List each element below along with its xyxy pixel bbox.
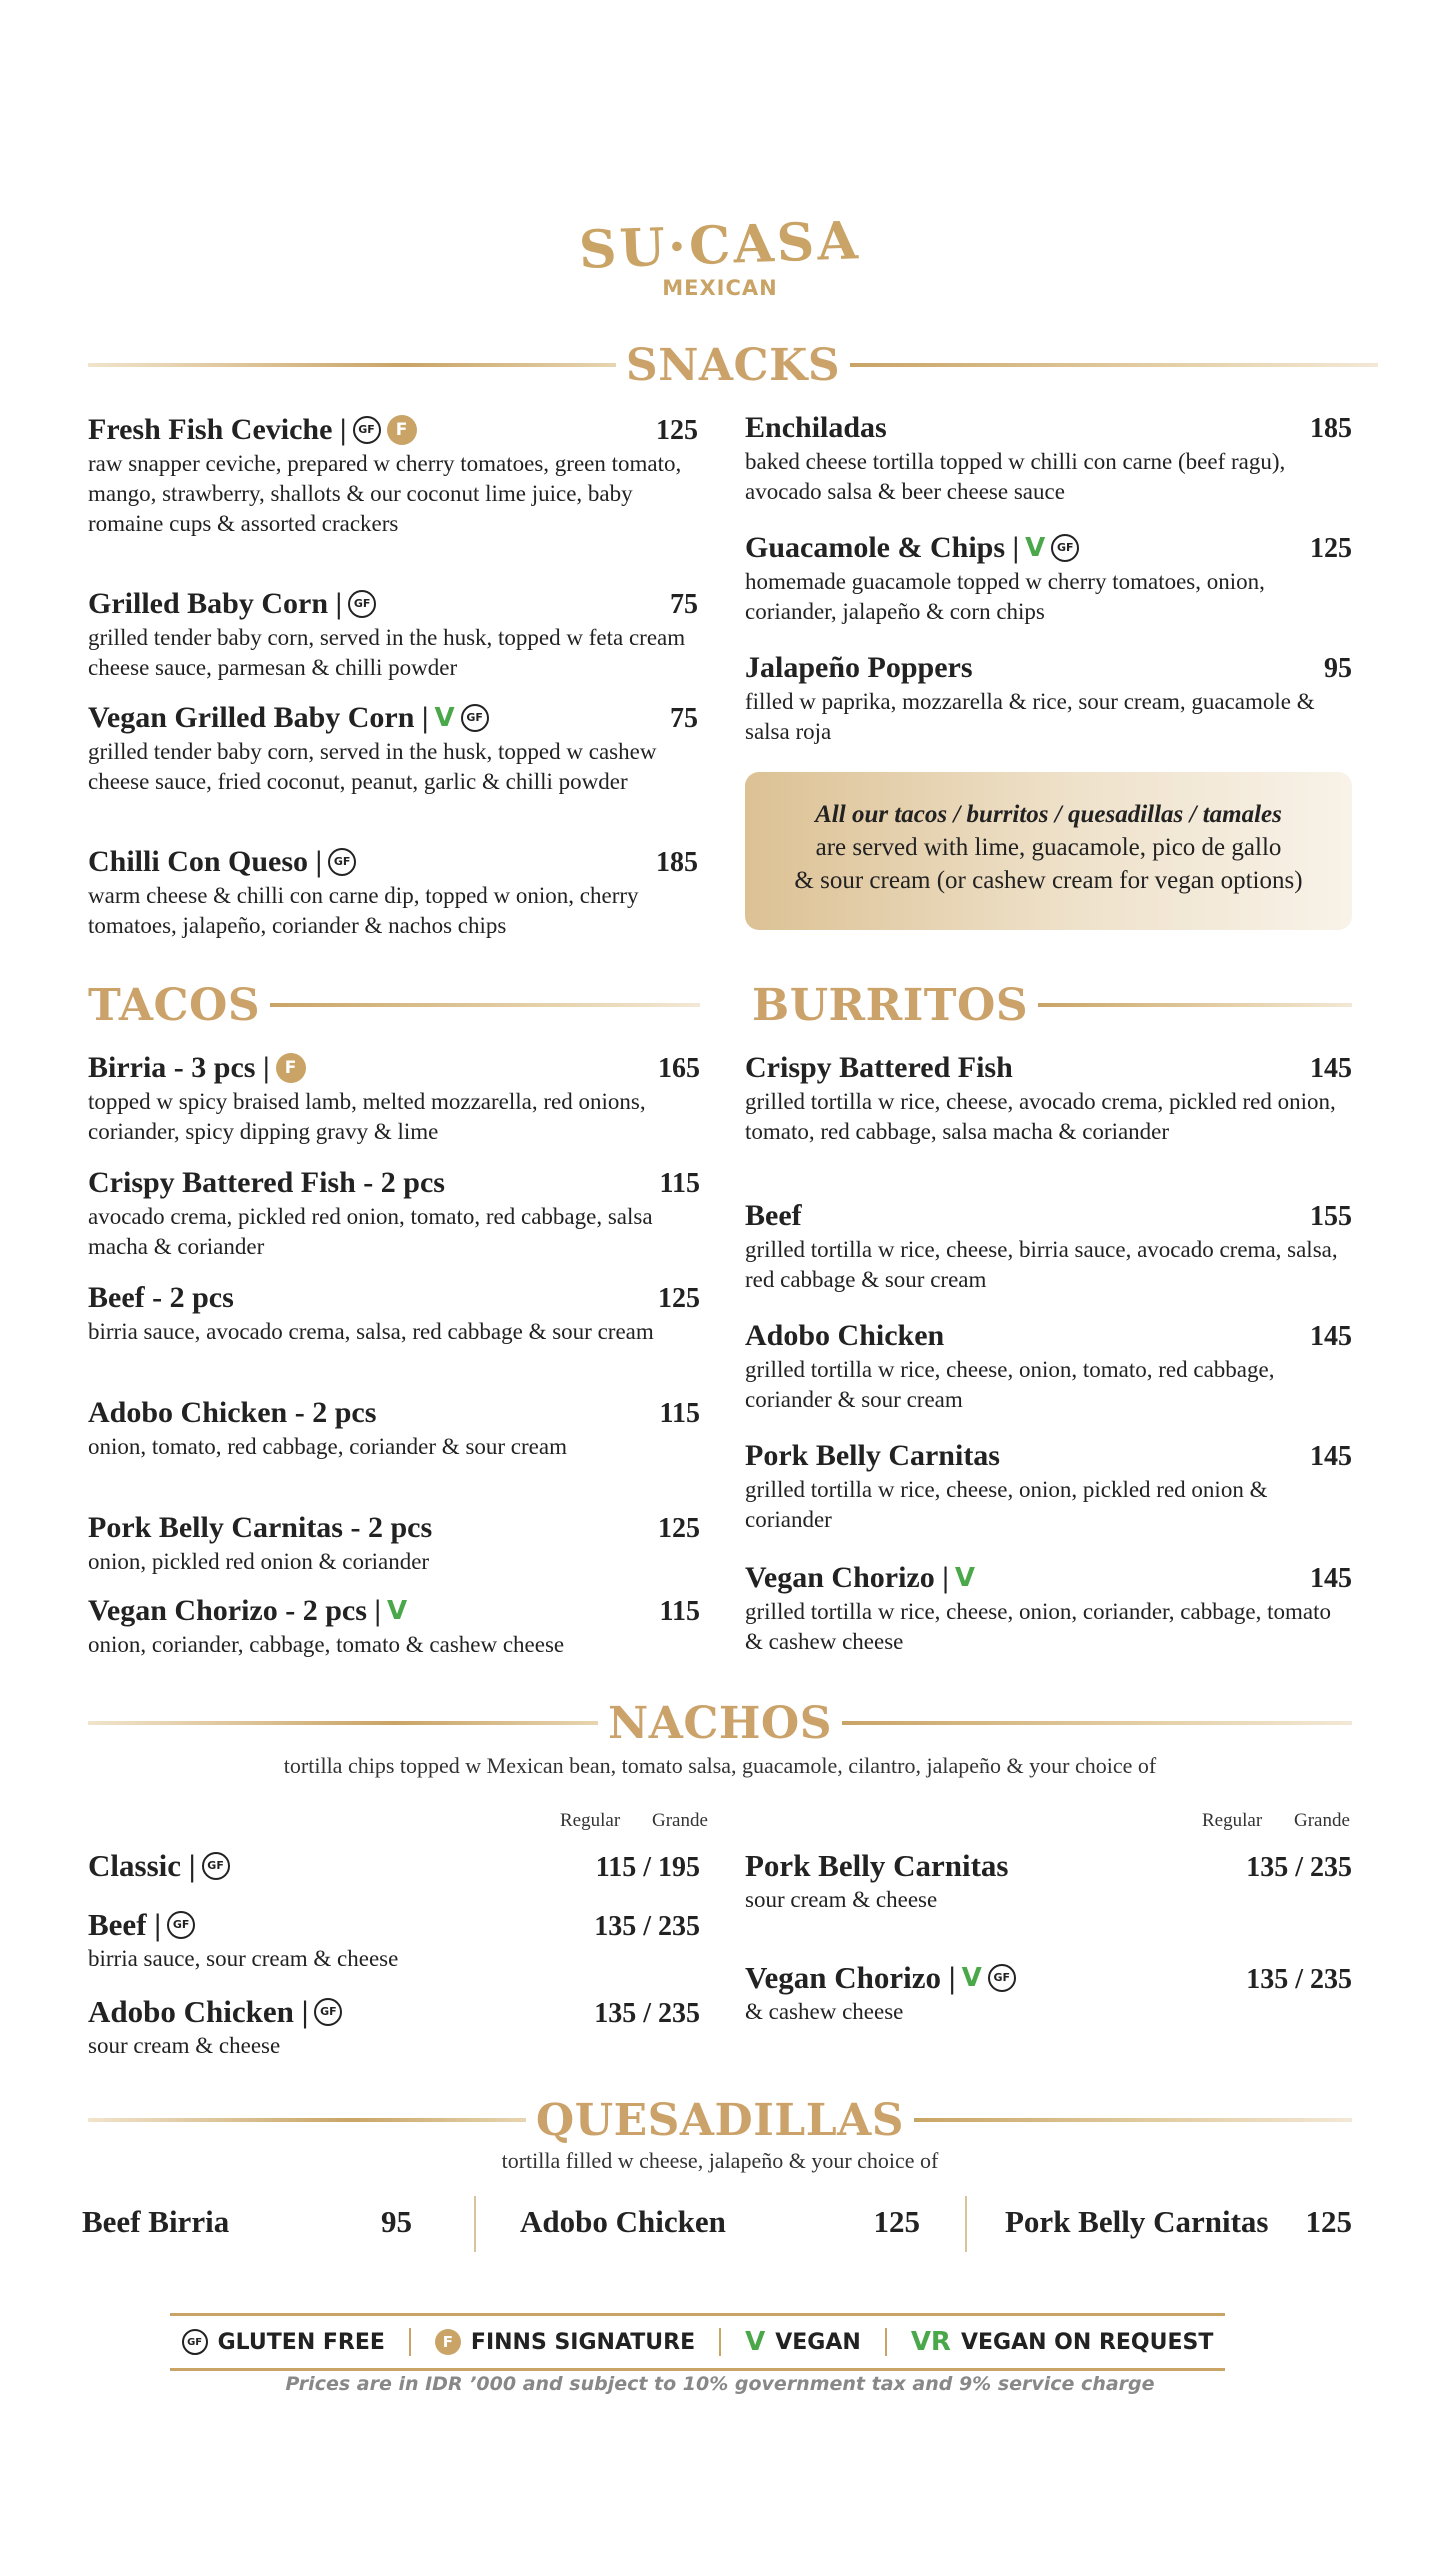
note-line-3: & sour cream (or cashew cream for vegan options): [794, 867, 1303, 894]
item-price: 95: [381, 2204, 412, 2239]
gluten-free-icon: GF: [182, 2329, 208, 2355]
menu-item: [745, 1438, 1352, 1535]
item-price: 75: [670, 589, 698, 620]
item-price: 185: [1310, 413, 1352, 444]
item-desc: & cashew cheese: [745, 1999, 904, 2024]
gluten-free-icon: GF: [167, 1911, 195, 1939]
item-name: Pork Belly Carnitas: [1005, 2204, 1269, 2239]
item-price: 115: [659, 1168, 700, 1199]
item-name: Beef Birria: [82, 2204, 230, 2239]
section-quesadillas: [88, 2092, 1352, 2148]
menu-item: [88, 1395, 700, 1462]
gluten-free-icon: GF: [353, 416, 381, 444]
finns-signature-icon: F: [387, 415, 417, 445]
col-header-regular: Regular: [1202, 1810, 1263, 1831]
divider: [965, 2196, 967, 2252]
item-price: 75: [670, 703, 698, 734]
item-desc: homemade guacamole topped w cherry tomatoes, onion, coriander, jalapeño & corn chips: [745, 569, 1265, 624]
item-desc: baked cheese tortilla topped w chilli con carne (beef ragu), avocado salsa & beer cheese sauce: [745, 449, 1286, 504]
finns-signature-icon: F: [276, 1053, 306, 1083]
price-footnote: Prices are in IDR ’000 and subject to 10% government tax and 9% service charge: [285, 2373, 1155, 2395]
vegan-icon: V: [954, 1563, 975, 1593]
vegan-icon: V: [745, 2327, 766, 2357]
menu-item: [88, 700, 698, 797]
quesadilla-item: [520, 2200, 920, 2244]
item-name: Beef |: [88, 1907, 162, 1942]
item-name: Grilled Baby Corn |: [88, 587, 343, 620]
quesadilla-item: [1005, 2200, 1352, 2244]
serving-note: [745, 772, 1352, 930]
item-name: Chilli Con Queso |: [88, 845, 323, 878]
divider: [474, 2196, 476, 2252]
menu-item: [88, 844, 698, 941]
item-desc: sour cream & cheese: [745, 1887, 938, 1912]
item-name: Crispy Battered Fish - 2 pcs: [88, 1166, 445, 1199]
item-price: 125: [656, 415, 698, 446]
menu-item: [88, 586, 698, 683]
item-name: Vegan Chorizo |: [745, 1561, 949, 1594]
menu-item: [88, 1907, 700, 1974]
item-price: 95: [1324, 653, 1352, 684]
item-desc: grilled tender baby corn, served in the husk, topped w cashew cheese sauce, fried coconut, peanut, garlic & chilli powder: [88, 739, 657, 794]
gluten-free-icon: GF: [1051, 534, 1079, 562]
note-line-2: are served with lime, guacamole, pico de gallo: [815, 834, 1282, 861]
item-name: Guacamole & Chips |: [745, 531, 1020, 564]
legend-vegan: [745, 2327, 861, 2357]
section-title-burritos: BURRITOS: [752, 979, 1029, 1031]
logo-brand: SU·CASA: [578, 210, 862, 281]
gluten-free-icon: GF: [328, 848, 356, 876]
vegan-icon: V: [387, 1596, 408, 1626]
item-desc: birria sauce, sour cream & cheese: [88, 1946, 399, 1971]
item-desc: onion, pickled red onion & coriander: [88, 1549, 430, 1574]
item-name: Jalapeño Poppers: [745, 651, 973, 684]
item-desc: birria sauce, avocado crema, salsa, red cabbage & sour cream: [88, 1319, 654, 1344]
menu-item: [745, 1960, 1352, 2027]
item-desc: avocado crema, pickled red onion, tomato, red cabbage, salsa macha & coriander: [88, 1204, 653, 1259]
gluten-free-icon: GF: [348, 590, 376, 618]
item-desc: grilled tortilla w rice, cheese, onion, pickled red onion & coriander: [745, 1477, 1268, 1532]
gluten-free-icon: GF: [314, 1998, 342, 2026]
item-desc: onion, coriander, cabbage, tomato & cashew cheese: [88, 1632, 565, 1657]
menu-item: [745, 410, 1352, 507]
legend-finns-signature: [435, 2329, 695, 2355]
legend-label: FINNS SIGNATURE: [470, 2329, 696, 2355]
legend-gluten-free: [182, 2329, 385, 2355]
menu-item: [745, 650, 1352, 747]
item-desc: topped w spicy braised lamb, melted mozzarella, red onions, coriander, spicy dipping gravy & lime: [88, 1089, 646, 1144]
section-title-quesadillas: QUESADILLAS: [535, 2094, 905, 2146]
legend-label: VEGAN: [775, 2329, 861, 2355]
legend-label: GLUTEN FREE: [217, 2329, 385, 2355]
nachos-subtitle: tortilla chips topped w Mexican bean, tomato salsa, guacamole, cilantro, jalapeño & your choice of: [283, 1753, 1157, 1778]
item-name: Pork Belly Carnitas: [745, 1848, 1009, 1883]
item-price: 135 / 235: [1246, 1964, 1352, 1995]
col-header-grande: Grande: [1294, 1810, 1350, 1831]
item-price: 125: [658, 1513, 700, 1544]
item-name: Classic |: [88, 1848, 196, 1883]
vegan-icon: V: [434, 703, 455, 733]
menu-item: [745, 1318, 1352, 1415]
menu-item: [88, 1848, 700, 1884]
item-price: 125: [1305, 2204, 1352, 2239]
legend: [170, 2313, 1225, 2371]
section-title-snacks: SNACKS: [625, 339, 841, 391]
gluten-free-icon: GF: [988, 1964, 1016, 1992]
menu-item: [88, 412, 698, 539]
item-price: 165: [658, 1053, 700, 1084]
item-desc: grilled tender baby corn, served in the husk, topped w feta cream cheese sauce, parmesan & chilli powder: [88, 625, 686, 680]
quesadilla-item: [82, 2200, 412, 2244]
item-price: 135 / 235: [594, 1998, 700, 2029]
item-price: 135 / 235: [594, 1911, 700, 1942]
item-name: Beef - 2 pcs: [88, 1281, 234, 1314]
item-desc: sour cream & cheese: [88, 2033, 281, 2058]
menu-item: [745, 1560, 1352, 1657]
section-tacos: [88, 975, 700, 1035]
finns-signature-icon: F: [435, 2329, 461, 2355]
section-title-nachos: NACHOS: [607, 1697, 833, 1749]
item-name: Pork Belly Carnitas: [745, 1439, 1000, 1472]
menu-item: [88, 1280, 700, 1347]
logo-sub: MEXICAN: [662, 276, 778, 300]
item-desc: grilled tortilla w rice, cheese, birria sauce, avocado crema, salsa, red cabbage & sour cream: [745, 1237, 1338, 1292]
item-desc: grilled tortilla w rice, cheese, onion, coriander, cabbage, tomato & cashew cheese: [745, 1599, 1331, 1654]
item-desc: grilled tortilla w rice, cheese, onion, tomato, red cabbage, coriander & sour cream: [745, 1357, 1275, 1412]
item-price: 115 / 195: [595, 1852, 700, 1883]
section-burritos: [752, 975, 1352, 1035]
legend-vegan-on-request: [911, 2327, 1214, 2357]
section-nachos: [88, 1695, 1352, 1751]
menu-item: [745, 1050, 1352, 1147]
item-desc: warm cheese & chilli con carne dip, topped w onion, cherry tomatoes, jalapeño, coriander & nachos chips: [88, 883, 639, 938]
vegan-icon: V: [1025, 533, 1046, 563]
col-header-regular: Regular: [560, 1810, 621, 1831]
vegan-on-request-icon: VR: [910, 2327, 951, 2357]
menu-item: [88, 1593, 700, 1660]
item-desc: onion, tomato, red cabbage, coriander & sour cream: [88, 1434, 567, 1459]
gluten-free-icon: GF: [461, 704, 489, 732]
item-name: Pork Belly Carnitas - 2 pcs: [88, 1511, 433, 1544]
item-price: 125: [873, 2204, 920, 2239]
item-price: 115: [659, 1398, 700, 1429]
legend-label: VEGAN ON REQUEST: [960, 2329, 1214, 2355]
item-name: Vegan Chorizo - 2 pcs |: [88, 1594, 381, 1627]
logo: [0, 210, 1440, 300]
section-snacks: [88, 335, 1378, 395]
menu-item: [745, 1848, 1352, 1915]
item-name: Adobo Chicken - 2 pcs: [88, 1396, 377, 1429]
item-name: Adobo Chicken |: [88, 1994, 309, 2029]
item-name: Adobo Chicken: [745, 1319, 945, 1352]
menu-item: [745, 530, 1352, 627]
item-price: 125: [658, 1283, 700, 1314]
menu-item: [88, 1994, 700, 2061]
item-price: 135 / 235: [1246, 1852, 1352, 1883]
legend-separator: [719, 2328, 721, 2356]
menu-item: [88, 1050, 700, 1147]
item-name: Fresh Fish Ceviche |: [88, 413, 347, 446]
item-name: Vegan Chorizo |: [745, 1960, 956, 1995]
note-line-1: All our tacos / burritos / quesadillas / tamales: [815, 801, 1282, 828]
item-name: Vegan Grilled Baby Corn |: [88, 701, 429, 734]
gluten-free-icon: GF: [202, 1852, 230, 1880]
vegan-icon: V: [961, 1963, 982, 1993]
item-price: 145: [1310, 1441, 1352, 1472]
menu-item: [88, 1165, 700, 1262]
item-desc: filled w paprika, mozzarella & rice, sour cream, guacamole & salsa roja: [745, 689, 1315, 744]
item-name: Birria - 3 pcs |: [88, 1051, 270, 1084]
section-title-tacos: TACOS: [88, 979, 261, 1031]
menu-item: [88, 1510, 700, 1577]
col-header-grande: Grande: [652, 1810, 708, 1831]
item-price: 145: [1310, 1321, 1352, 1352]
item-price: 145: [1310, 1563, 1352, 1594]
item-name: Enchiladas: [745, 411, 887, 444]
legend-separator: [409, 2328, 411, 2356]
item-price: 145: [1310, 1053, 1352, 1084]
item-price: 125: [1310, 533, 1352, 564]
item-name: Beef: [745, 1199, 802, 1232]
item-desc: grilled tortilla w rice, cheese, avocado crema, pickled red onion, tomato, red cabbage, salsa macha & coriander: [745, 1089, 1336, 1144]
quesadillas-subtitle: tortilla filled w cheese, jalapeño & your choice of: [501, 2148, 939, 2173]
legend-separator: [885, 2328, 887, 2356]
item-price: 155: [1310, 1201, 1352, 1232]
item-price: 115: [659, 1596, 700, 1627]
item-desc: raw snapper ceviche, prepared w cherry tomatoes, green tomato, mango, strawberry, shallots & our coconut lime juice, baby romaine cups & assorted crackers: [88, 451, 682, 536]
item-name: Adobo Chicken: [520, 2204, 726, 2239]
item-name: Crispy Battered Fish: [745, 1051, 1013, 1084]
item-price: 185: [656, 847, 698, 878]
menu-item: [745, 1198, 1352, 1295]
